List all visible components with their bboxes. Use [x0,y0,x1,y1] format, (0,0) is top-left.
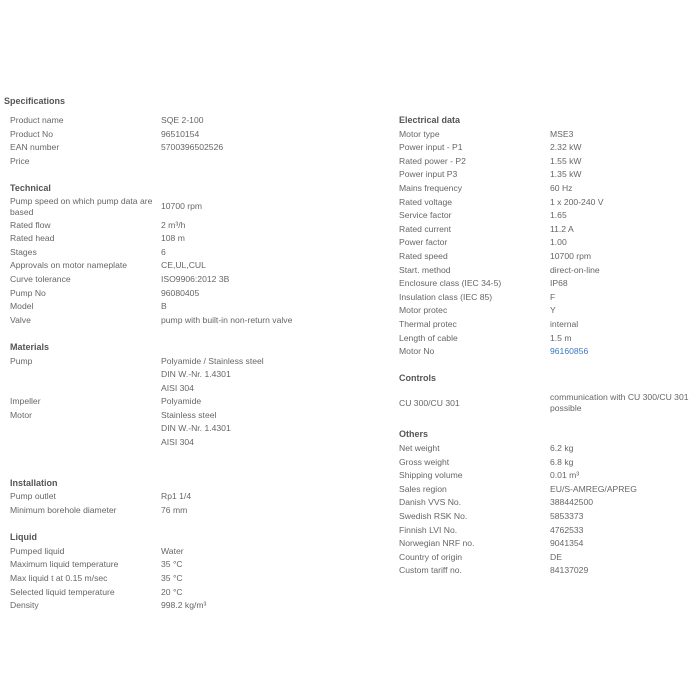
spec-value: 1.55 kW [550,155,582,166]
spec-row [399,551,694,565]
spec-label: Length of cable [399,332,458,343]
spec-row [10,409,310,423]
section-title-electrical: Electrical data [399,115,461,125]
spec-row [10,382,310,396]
spec-row [399,392,694,415]
spec-row [399,223,694,237]
spec-row [10,246,310,260]
spec-row [10,128,310,142]
spec-value: pump with built-in non-return valve [161,314,293,325]
spec-label: Danish VVS No. [399,497,462,508]
spec-value: 998.2 kg/m³ [161,600,207,611]
spec-value: 108 m [161,233,185,244]
spec-label: Impeller [10,396,41,407]
spec-label: Rated flow [10,219,51,230]
spec-row [399,345,694,359]
left-column [10,114,310,613]
spec-label: Density [10,600,39,611]
spec-label: Rated speed [399,250,448,261]
spec-row [10,504,310,518]
spec-label: Model [10,301,34,312]
spec-row [10,586,310,600]
spec-label: Product No [10,128,53,139]
spec-value: 20 °C [161,586,183,597]
spec-row [399,236,694,250]
spec-value: 10700 rpm [550,250,592,261]
spec-value: 84137029 [550,565,589,576]
spec-label: Thermal protec [399,318,457,329]
spec-row [399,141,694,155]
spec-row [10,219,310,233]
spec-value: 10700 rpm [161,201,203,212]
spec-label: CU 300/CU 301 [399,397,460,408]
spec-label: Motor [10,409,32,420]
spec-row [10,300,310,314]
spec-value: AISI 304 [161,382,194,393]
spec-label: Pump [10,355,33,366]
spec-row [399,469,694,483]
technical-section [10,182,310,327]
spec-value: 35 °C [161,573,183,583]
spec-value: 5700396502526 [161,142,224,153]
spec-label: Rated power - P2 [399,155,466,166]
spec-label: Minimum borehole diameter [10,505,117,516]
spec-row [10,355,310,369]
spec-value: DE [550,551,562,562]
spec-value: Rp1 1/4 [161,491,192,502]
spec-row [399,524,694,538]
spec-label: Pump No [10,287,46,298]
section-title-installation: Installation [10,477,58,488]
spacer [10,463,310,477]
spec-value: communication with CU 300/CU 301 possible [550,391,689,414]
spec-label [10,436,161,450]
spec-value: 0.01 m³ [550,470,580,481]
spec-value: 5853373 [550,511,584,522]
spec-label: Enclosure class (IEC 34-5) [399,278,502,289]
spec-row [10,232,310,246]
spec-label: Sales region [399,483,447,494]
spec-row [399,264,694,278]
spec-row [10,599,310,613]
spec-value: DIN W.-Nr. 1.4301 [161,369,231,380]
section-title-materials: Materials [10,341,50,352]
spec-label: Rated head [10,233,55,244]
spec-label: Curve tolerance [10,273,71,284]
spec-row [10,287,310,301]
spec-row [10,114,310,128]
spec-value: 6 [161,246,166,257]
controls-section [399,372,694,415]
spec-label: Motor protec [399,305,448,316]
spec-row [399,250,694,264]
spec-label: Approvals on motor nameplate [10,260,128,271]
spec-label: Country of origin [399,551,463,562]
spec-label: Norwegian NRF no. [399,538,475,549]
materials-section [10,341,310,450]
spec-row [399,168,694,182]
spec-row [10,259,310,273]
spec-row [10,436,310,450]
spec-row [399,277,694,291]
spec-row [10,572,310,586]
spec-value: 2 m³/h [161,219,186,230]
spec-value: 96510154 [161,128,200,139]
spec-row [10,395,310,409]
spec-value: Y [550,305,556,316]
spec-value: 1 x 200-240 V [550,196,604,207]
spec-label: EAN number [10,142,60,153]
spec-value: 6.2 kg [550,443,574,454]
spec-value: 6.8 kg [550,456,574,467]
spec-label: Swedish RSK No. [399,511,468,522]
spec-value: AISI 304 [161,437,194,448]
spec-row [399,209,694,223]
spec-value: SQE 2-100 [161,115,204,125]
spec-label: Pumped liquid [10,545,65,556]
spec-value: 35 °C [161,559,183,570]
spec-label: Product name [10,115,64,125]
spec-value: 388442500 [550,497,594,508]
spec-label: Motor type [399,128,440,139]
spec-row [399,456,694,470]
spec-label: Rated voltage [399,196,453,207]
installation-section [10,477,310,518]
spec-label: Pump outlet [10,491,56,502]
spec-label: Power input P3 [399,169,458,180]
spec-value: 96080405 [161,287,200,298]
spec-row [399,291,694,305]
spec-value: F [550,291,556,302]
spec-value: 4762533 [550,524,584,535]
spec-row [399,483,694,497]
spec-value: CE,UL,CUL [161,260,206,271]
spec-row [10,490,310,504]
general-section [10,114,310,168]
spec-row [10,141,310,155]
spec-row [10,545,310,559]
spec-value: EU/S-AMREG/APREG [550,483,637,494]
spec-value: 76 mm [161,505,188,516]
spec-label: Rated current [399,223,452,234]
spec-label: Custom tariff no. [399,565,462,576]
section-title-technical: Technical [10,182,51,193]
spec-row [10,155,310,169]
spec-label: Power input - P1 [399,142,463,153]
spec-row [399,155,694,169]
section-title-others: Others [399,429,429,440]
spacer [10,518,310,532]
spec-row [399,304,694,318]
spec-value: 1.65 [550,210,567,221]
spec-value: 1.5 m [550,332,572,343]
spec-row [10,314,310,328]
spec-value: Stainless steel [161,409,217,420]
spec-label: Valve [10,314,31,325]
spec-label: Power factor [399,237,448,248]
spec-value: DIN W.-Nr. 1.4301 [161,423,231,434]
spacer [10,168,310,182]
spacer [10,327,310,341]
spec-label [10,422,161,436]
page-title: Specifications [4,96,66,106]
spec-row [399,496,694,510]
spec-row [399,332,694,346]
right-column [399,114,694,578]
section-title-controls: Controls [399,373,436,384]
spacer [399,359,694,373]
spec-label: Motor No [399,346,435,357]
spec-row [399,318,694,332]
spec-row [399,196,694,210]
spec-value: IP68 [550,278,568,289]
spec-label: Shipping volume [399,470,463,481]
electrical-section [399,114,694,359]
spec-row [399,537,694,551]
spacer [10,450,310,464]
spec-value: MSE3 [550,128,574,139]
spacer [399,415,694,429]
liquid-section [10,531,310,613]
spec-row [10,422,310,436]
spec-value: Polyamide [161,396,202,407]
spec-value [161,155,310,169]
spec-value: 2.32 kW [550,142,582,153]
spec-label: Finnish LVI No. [399,524,458,535]
spec-value: internal [550,318,579,329]
spec-value: B [161,301,167,312]
spec-row [10,558,310,572]
spec-label: Stages [10,246,37,257]
spec-label: Insulation class (IEC 85) [399,291,493,302]
spec-label: Net weight [399,443,440,454]
spec-row [399,564,694,578]
spec-value: 9041354 [550,538,584,549]
spec-row [399,442,694,456]
spec-row [399,128,694,142]
spec-value: direct-on-line [550,264,600,275]
spec-row [10,196,310,219]
spec-label [10,382,161,396]
motor-no-link[interactable]: 96160856 [550,346,589,357]
spec-row [10,273,310,287]
spec-label: Gross weight [399,456,450,467]
spec-label: Selected liquid temperature [10,586,115,597]
spec-label: Start. method [399,264,451,275]
spec-label: Pump speed on which pump data are based [10,195,153,218]
spec-label: Price [10,155,30,166]
spec-value: ISO9906:2012 3B [161,273,230,284]
spec-label: Maximum liquid temperature [10,559,119,570]
spec-label: Max liquid t at 0.15 m/sec [10,573,108,583]
spec-row [399,510,694,524]
spec-row [10,368,310,382]
spec-value: 1.35 kW [550,169,582,180]
spec-value: 11.2 A [550,223,574,234]
spec-value: Polyamide / Stainless steel [161,355,264,366]
spec-label: Service factor [399,210,452,221]
spec-value: 60 Hz [550,182,573,193]
section-title-liquid: Liquid [10,532,37,543]
spec-value: Water [161,545,184,556]
spec-row [399,182,694,196]
spec-value: 1.00 [550,237,567,248]
spec-label: Mains frequency [399,182,463,193]
spec-label [10,368,161,382]
others-section [399,428,694,578]
